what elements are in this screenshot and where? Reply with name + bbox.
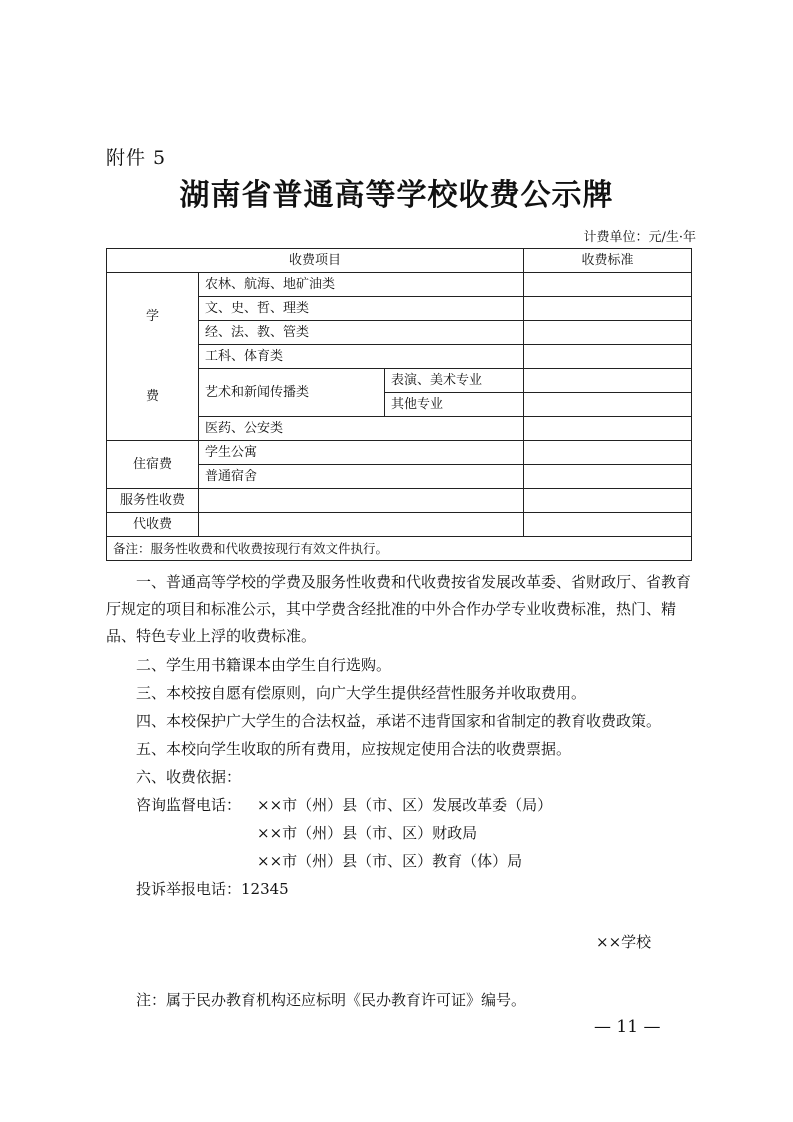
unit-note: 计费单位：元/生·年 (583, 230, 696, 245)
standard-cell (524, 513, 692, 537)
empty-cell (199, 513, 524, 537)
paragraph-6: 六、收费依据： (136, 768, 242, 786)
page-number: — 11 — (594, 1017, 661, 1037)
standard-cell (524, 441, 692, 465)
standard-cell (524, 393, 692, 417)
paragraph-4: 四、本校保护广大学生的合法权益，承诺不违背国家和省制定的教育收费政策。 (136, 712, 662, 730)
service-fee-label: 服务性收费 (107, 489, 199, 513)
table-row (107, 273, 692, 297)
standard-cell (524, 297, 692, 321)
dorm-label: 住宿费 (107, 441, 199, 489)
paragraph-2: 二、学生用书籍课本由学生自行选购。 (136, 656, 392, 674)
paragraph-3: 三、本校按自愿有偿原则，向广大学生提供经营性服务并收取费用。 (136, 684, 587, 702)
tuition-label: 学 费 (107, 273, 199, 441)
consult-line-3: ××市（州）县（市、区）教育（体）局 (257, 852, 523, 870)
tuition-item: 农林、航海、地矿油类 (199, 273, 524, 297)
standard-cell (524, 369, 692, 393)
dorm-item: 普通宿舍 (199, 465, 524, 489)
paragraph-1: 一、普通高等学校的学费及服务性收费和代收费按省发展改革委、省财政厅、省教育厅规定的项目和标准公示，其中学费含经批准的中外合作办学专业收费标准，热门、精品、特色专业上浮的收费标准。 (106, 573, 692, 645)
standard-cell (524, 489, 692, 513)
agency-fee-label: 代收费 (107, 513, 199, 537)
tuition-item: 文、史、哲、理类 (199, 297, 524, 321)
school-signature: ××学校 (596, 933, 652, 951)
consult-line-2: ××市（州）县（市、区）财政局 (257, 824, 478, 842)
fee-table (106, 248, 692, 561)
standard-cell (524, 417, 692, 441)
table-note: 备注：服务性收费和代收费按现行有效文件执行。 (107, 537, 692, 561)
consult-phone-label: 咨询监督电话： (136, 796, 242, 814)
table-row (107, 489, 692, 513)
table-header-row (107, 249, 692, 273)
tuition-item: 经、法、教、管类 (199, 321, 524, 345)
column-header-item: 收费项目 (107, 249, 524, 273)
empty-cell (199, 489, 524, 513)
standard-cell (524, 273, 692, 297)
column-header-standard: 收费标准 (524, 249, 692, 273)
complaint-phone: 投诉举报电话：12345 (136, 880, 289, 898)
consult-line-1: ××市（州）县（市、区）发展改革委（局） (257, 796, 553, 814)
standard-cell (524, 465, 692, 489)
attachment-label: 附件 5 (106, 147, 167, 169)
page-title: 湖南省普通高等学校收费公示牌 (179, 178, 614, 213)
table-row (107, 441, 692, 465)
standard-cell (524, 345, 692, 369)
arts-sub-item: 其他专业 (385, 393, 524, 417)
table-note-row (107, 537, 692, 561)
arts-label: 艺术和新闻传播类 (199, 369, 385, 417)
tuition-item: 工科、体育类 (199, 345, 524, 369)
table-row (107, 513, 692, 537)
dorm-item: 学生公寓 (199, 441, 524, 465)
paragraph-5: 五、本校向学生收取的所有费用，应按规定使用合法的收费票据。 (136, 740, 572, 758)
arts-sub-item: 表演、美术专业 (385, 369, 524, 393)
footnote: 注：属于民办教育机构还应标明《民办教育许可证》编号。 (136, 991, 527, 1009)
tuition-item: 医药、公安类 (199, 417, 524, 441)
standard-cell (524, 321, 692, 345)
